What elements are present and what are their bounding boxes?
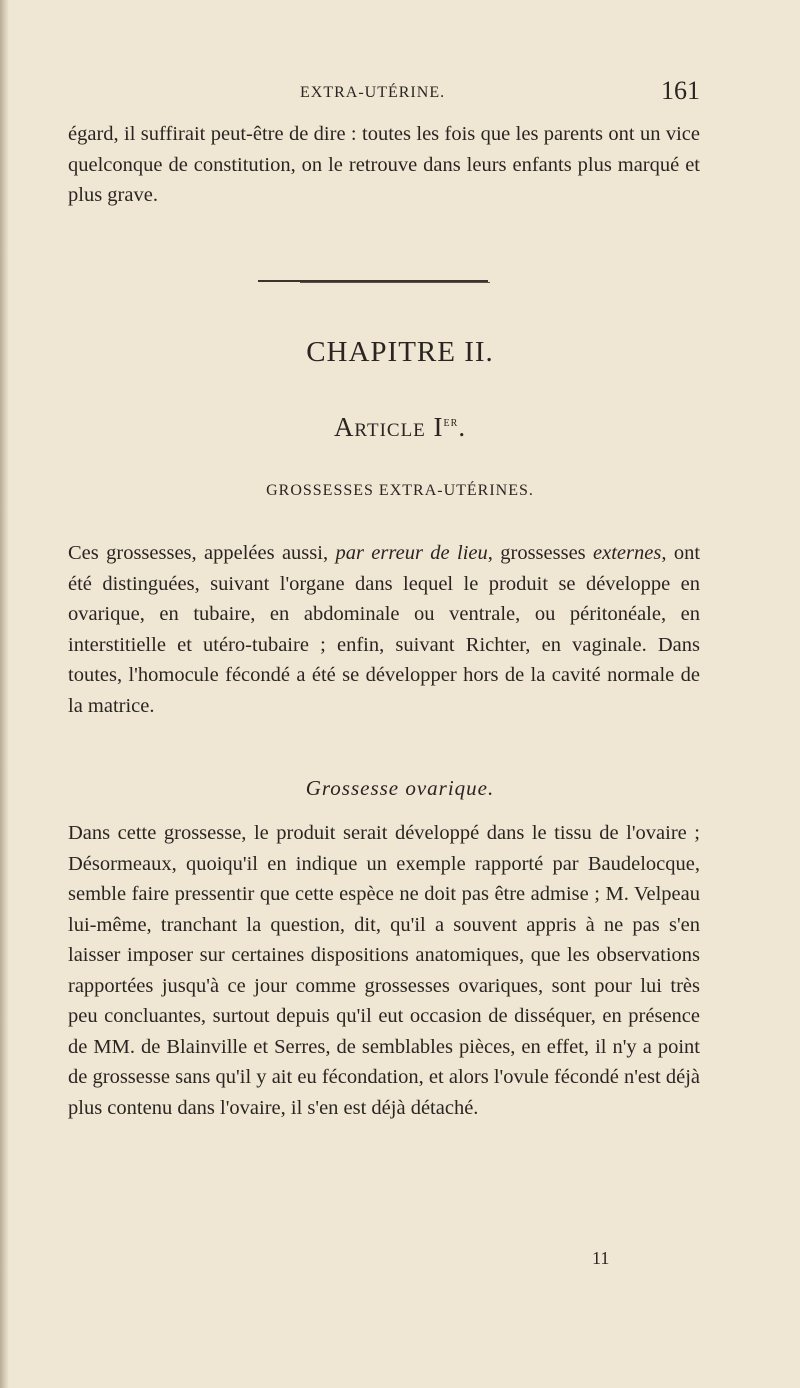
page-edge xyxy=(0,0,9,1388)
signature-mark: 11 xyxy=(592,1248,610,1268)
paragraph-types-middle: , grossesses xyxy=(487,542,594,564)
paragraph-types xyxy=(68,538,700,721)
article-label: Article I xyxy=(333,412,444,442)
paragraph-ovarian: Dans cette grossesse, le produit serait développé dans le tissu de l'ovaire ; Désormeaux, quoiqu'il en indique un exemple rapporté par Baudelocque, semble faire pressentir que cette espèce ne doit pas être admise ; M. Velpeau lui-même, tranchant la question, dit, qu'il a souvent appris à ne pas s'en laisser imposer sur certaines dispositions anatomiques, que les observations rapportées jusqu'à ce jour comme grossesses ovariques, sont pour lui très peu concluantes, surtout depuis qu'il eut occasion de disséquer, en présence de MM. de Blainville et Serres, de semblables pièces, en effet, il n'y a point de grossesse sans qu'il y ait eu fécondation, et alors l'ovule fécondé n'est déjà plus contenu dans l'ovaire, il s'en est déjà détaché. xyxy=(68,822,700,1119)
article-heading xyxy=(0,412,800,443)
article-superscript: er xyxy=(443,415,459,430)
paragraph-types-end: , ont été distinguées, suivant l'organe dans lequel le produit se développe en ovarique, en tubaire, en abdominale ou ventrale, ou péritonéale, en interstitielle et utéro-tubaire ; enfin, suivant Richter, en vaginale. Dans toutes, l'homocule fécondé a été se développer hors de la cavité normale de la matrice. xyxy=(68,542,701,717)
article-end: . xyxy=(458,412,467,442)
running-head: EXTRA-UTÉRINE. xyxy=(300,84,446,101)
paragraph-types-italic-1: par erreur de lieu xyxy=(335,542,488,564)
section-divider-thin xyxy=(300,282,490,283)
paragraph-types-italic-2: externes xyxy=(593,542,662,564)
page-header xyxy=(70,76,700,116)
chapter-heading: CHAPITRE II. xyxy=(306,336,494,368)
intro-paragraph: égard, il suffirait peut-être de dire : toutes les fois que les parents ont un vice quelconque de constitution, on le retrouve dans leurs enfants plus marqué et plus grave. xyxy=(68,123,700,206)
page-number: 161 xyxy=(661,76,700,105)
section-title: GROSSESSES EXTRA-UTÉRINES. xyxy=(266,482,534,499)
paragraph-types-start: Ces grossesses, appelées aussi, xyxy=(68,542,336,564)
subheading-ovarian: Grossesse ovarique. xyxy=(305,776,495,800)
